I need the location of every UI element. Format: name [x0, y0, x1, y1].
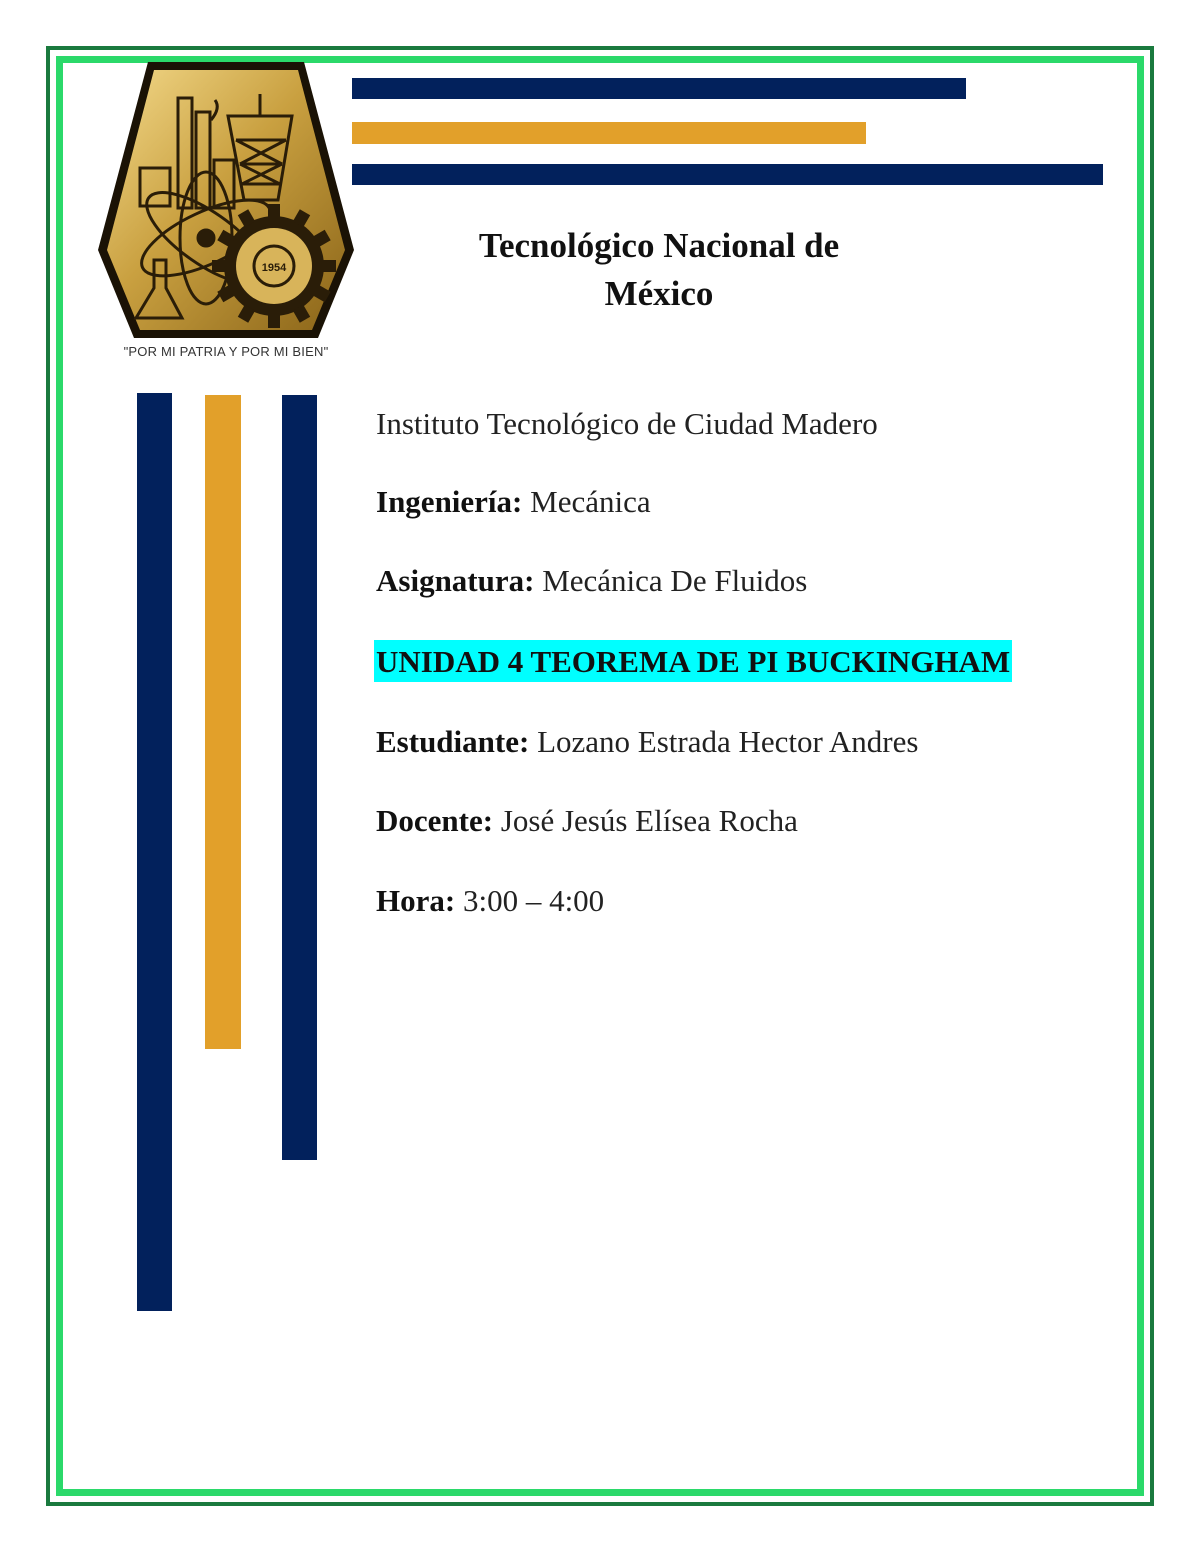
header-bar-navy-top — [352, 78, 966, 99]
unit-heading: UNIDAD 4 TEOREMA DE PI BUCKINGHAM — [374, 640, 1012, 682]
hour-value: 3:00 – 4:00 — [455, 883, 605, 918]
institution-motto: "POR MI PATRIA Y POR MI BIEN" — [123, 344, 329, 359]
side-bar-navy-right — [282, 395, 317, 1160]
institute-name: Instituto Tecnológico de Ciudad Madero — [376, 406, 878, 441]
teacher-label: Docente: — [376, 803, 494, 838]
page-title — [420, 222, 898, 318]
side-bar-gold — [205, 395, 241, 1049]
engineering-line — [376, 482, 651, 522]
institution-seal-icon — [96, 60, 356, 342]
subject-label: Asignatura: — [376, 563, 535, 598]
header-bar-navy-bottom — [352, 164, 1103, 185]
hour-line — [376, 881, 604, 921]
title-line-2: México — [604, 274, 714, 313]
title-line-1: Tecnológico Nacional de — [478, 226, 840, 265]
teacher-value: José Jesús Elísea Rocha — [493, 803, 798, 838]
header-bar-gold — [352, 122, 866, 144]
engineering-value: Mecánica — [522, 484, 651, 519]
hour-label: Hora: — [376, 883, 456, 918]
teacher-line — [376, 801, 798, 841]
student-label: Estudiante: — [376, 724, 530, 759]
seal-year: 1954 — [261, 262, 287, 274]
engineering-label: Ingeniería: — [376, 484, 523, 519]
student-value: Lozano Estrada Hector Andres — [529, 724, 919, 759]
side-bar-navy-left — [137, 393, 172, 1311]
student-line — [376, 722, 918, 762]
subject-line — [376, 561, 807, 601]
subject-value: Mecánica De Fluidos — [534, 563, 808, 598]
